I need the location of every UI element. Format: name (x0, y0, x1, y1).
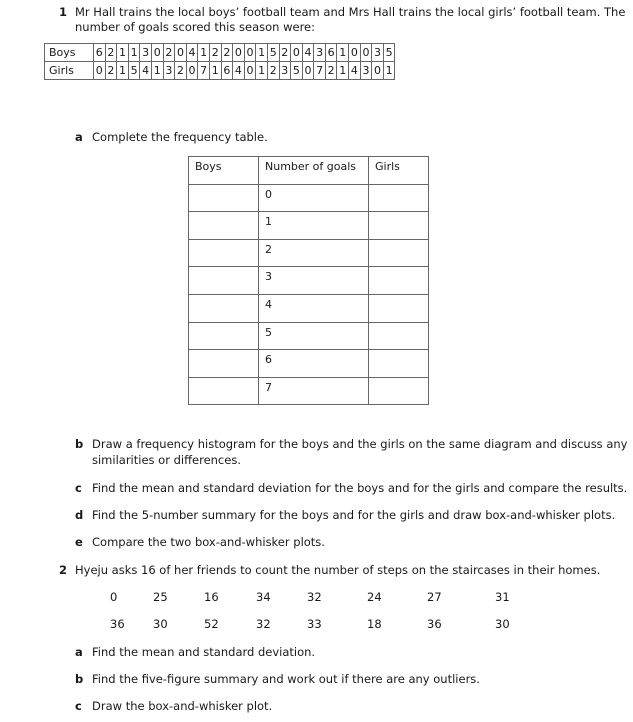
boys-value: 2 (221, 44, 233, 62)
girls-value: 1 (151, 62, 163, 80)
steps-value: 27 (427, 590, 442, 604)
frequency-row (189, 267, 429, 295)
goals-data-table (44, 43, 395, 80)
girls-frequency-cell[interactable] (369, 322, 429, 350)
boys-frequency-cell[interactable] (189, 212, 259, 240)
row-label-boys: Boys (45, 44, 94, 62)
part-b-text-line2: similarities or differences. (92, 453, 241, 467)
boys-value: 1 (117, 44, 129, 62)
boys-value: 1 (128, 44, 140, 62)
girls-value: 7 (198, 62, 210, 80)
girls-value: 3 (360, 62, 372, 80)
question-1-text-line1: Mr Hall trains the local boys’ football team and Mrs Hall trains the local girls’ football team. The (75, 5, 626, 19)
boys-value: 0 (151, 44, 163, 62)
steps-value: 25 (153, 590, 168, 604)
goals-cell: 2 (259, 239, 369, 267)
boys-value: 5 (383, 44, 395, 62)
frequency-row (189, 350, 429, 378)
girls-value: 1 (383, 62, 395, 80)
boys-frequency-cell[interactable] (189, 239, 259, 267)
girls-row (45, 62, 395, 80)
q2-part-c-letter: c (75, 699, 82, 713)
goals-cell: 4 (259, 294, 369, 322)
frequency-row (189, 294, 429, 322)
steps-value: 0 (110, 590, 118, 604)
steps-value: 16 (204, 590, 219, 604)
steps-value: 34 (256, 590, 271, 604)
steps-value: 32 (307, 590, 322, 604)
steps-value: 30 (153, 617, 168, 631)
girls-value: 7 (314, 62, 326, 80)
part-a-text: Complete the frequency table. (92, 130, 268, 144)
goals-cell: 0 (259, 184, 369, 212)
steps-value: 31 (495, 590, 510, 604)
girls-value: 1 (117, 62, 129, 80)
part-e-letter: e (75, 535, 83, 549)
girls-value: 2 (175, 62, 187, 80)
boys-value: 6 (325, 44, 337, 62)
boys-row (45, 44, 395, 62)
q2-part-b-letter: b (75, 672, 84, 686)
boys-frequency-cell[interactable] (189, 184, 259, 212)
steps-value: 24 (367, 590, 382, 604)
girls-value: 2 (105, 62, 117, 80)
boys-value: 0 (244, 44, 256, 62)
goals-cell: 1 (259, 212, 369, 240)
q2-part-a-text: Find the mean and standard deviation. (92, 645, 316, 659)
steps-value: 36 (110, 617, 125, 631)
boys-frequency-cell[interactable] (189, 294, 259, 322)
girls-value: 5 (291, 62, 303, 80)
question-1-number: 1 (59, 5, 68, 19)
steps-value: 18 (367, 617, 382, 631)
girls-value: 6 (221, 62, 233, 80)
frequency-row (189, 322, 429, 350)
girls-value: 4 (140, 62, 152, 80)
part-c-letter: c (75, 481, 82, 495)
row-label-girls: Girls (45, 62, 94, 80)
boys-value: 1 (198, 44, 210, 62)
girls-value: 0 (302, 62, 314, 80)
girls-value: 1 (337, 62, 349, 80)
girls-value: 0 (372, 62, 384, 80)
girls-value: 0 (244, 62, 256, 80)
boys-value: 3 (140, 44, 152, 62)
boys-value: 4 (302, 44, 314, 62)
boys-frequency-cell[interactable] (189, 322, 259, 350)
part-e-text: Compare the two box-and-whisker plots. (92, 535, 325, 549)
steps-value: 33 (307, 617, 322, 631)
part-d-letter: d (75, 508, 84, 522)
frequency-row (189, 377, 429, 405)
boys-value: 2 (279, 44, 291, 62)
girls-value: 3 (279, 62, 291, 80)
boys-value: 3 (372, 44, 384, 62)
goals-cell: 3 (259, 267, 369, 295)
goals-cell: 7 (259, 377, 369, 405)
boys-value: 1 (337, 44, 349, 62)
frequency-row (189, 239, 429, 267)
boys-value: 2 (209, 44, 221, 62)
part-c-text: Find the mean and standard deviation for the boys and for the girls and compare the results. (92, 481, 628, 495)
girls-value: 3 (163, 62, 175, 80)
part-a-letter: a (75, 130, 83, 144)
question-2-text: Hyeju asks 16 of her friends to count the number of steps on the staircases in their homes. (75, 563, 601, 577)
boys-value: 0 (233, 44, 245, 62)
steps-value: 30 (495, 617, 510, 631)
boys-value: 0 (360, 44, 372, 62)
boys-value: 0 (349, 44, 361, 62)
girls-value: 1 (209, 62, 221, 80)
boys-frequency-cell[interactable] (189, 377, 259, 405)
girls-frequency-cell[interactable] (369, 267, 429, 295)
q2-part-b-text: Find the five-figure summary and work out if there are any outliers. (92, 672, 480, 686)
goals-cell: 5 (259, 322, 369, 350)
girls-value: 4 (233, 62, 245, 80)
question-1-text-line2: number of goals scored this season were: (75, 20, 315, 34)
girls-value: 0 (186, 62, 198, 80)
girls-frequency-cell[interactable] (369, 184, 429, 212)
boys-value: 1 (256, 44, 268, 62)
q2-part-c-text: Draw the box-and-whisker plot. (92, 699, 273, 713)
boys-value: 0 (175, 44, 187, 62)
boys-value: 6 (94, 44, 106, 62)
header-girls: Girls (369, 157, 429, 185)
frequency-header-row (189, 157, 429, 185)
boys-value: 4 (186, 44, 198, 62)
girls-value: 5 (128, 62, 140, 80)
steps-row-1 (0, 590, 633, 606)
girls-value: 1 (256, 62, 268, 80)
boys-value: 3 (314, 44, 326, 62)
girls-frequency-cell[interactable] (369, 294, 429, 322)
boys-frequency-cell[interactable] (189, 350, 259, 378)
girls-frequency-cell[interactable] (369, 212, 429, 240)
steps-value: 36 (427, 617, 442, 631)
part-d-text: Find the 5-number summary for the boys and for the girls and draw box-and-whisker plots. (92, 508, 616, 522)
header-boys: Boys (189, 157, 259, 185)
steps-value: 52 (204, 617, 219, 631)
goals-cell: 6 (259, 350, 369, 378)
header-number-of-goals: Number of goals (259, 157, 369, 185)
q2-part-a-letter: a (75, 645, 83, 659)
boys-frequency-cell[interactable] (189, 267, 259, 295)
part-b-text-line1: Draw a frequency histogram for the boys and the girls on the same diagram and discuss any (92, 437, 628, 451)
steps-row-2 (0, 617, 633, 633)
frequency-row (189, 212, 429, 240)
frequency-row (189, 184, 429, 212)
girls-value: 2 (325, 62, 337, 80)
question-2-number: 2 (59, 563, 68, 577)
steps-value: 32 (256, 617, 271, 631)
girls-value: 4 (349, 62, 361, 80)
girls-frequency-cell[interactable] (369, 239, 429, 267)
boys-value: 2 (105, 44, 117, 62)
boys-value: 0 (291, 44, 303, 62)
girls-value: 0 (94, 62, 106, 80)
frequency-table (188, 156, 429, 405)
girls-frequency-cell[interactable] (369, 377, 429, 405)
part-b-letter: b (75, 437, 84, 451)
boys-value: 5 (267, 44, 279, 62)
girls-frequency-cell[interactable] (369, 350, 429, 378)
boys-value: 2 (163, 44, 175, 62)
girls-value: 2 (267, 62, 279, 80)
